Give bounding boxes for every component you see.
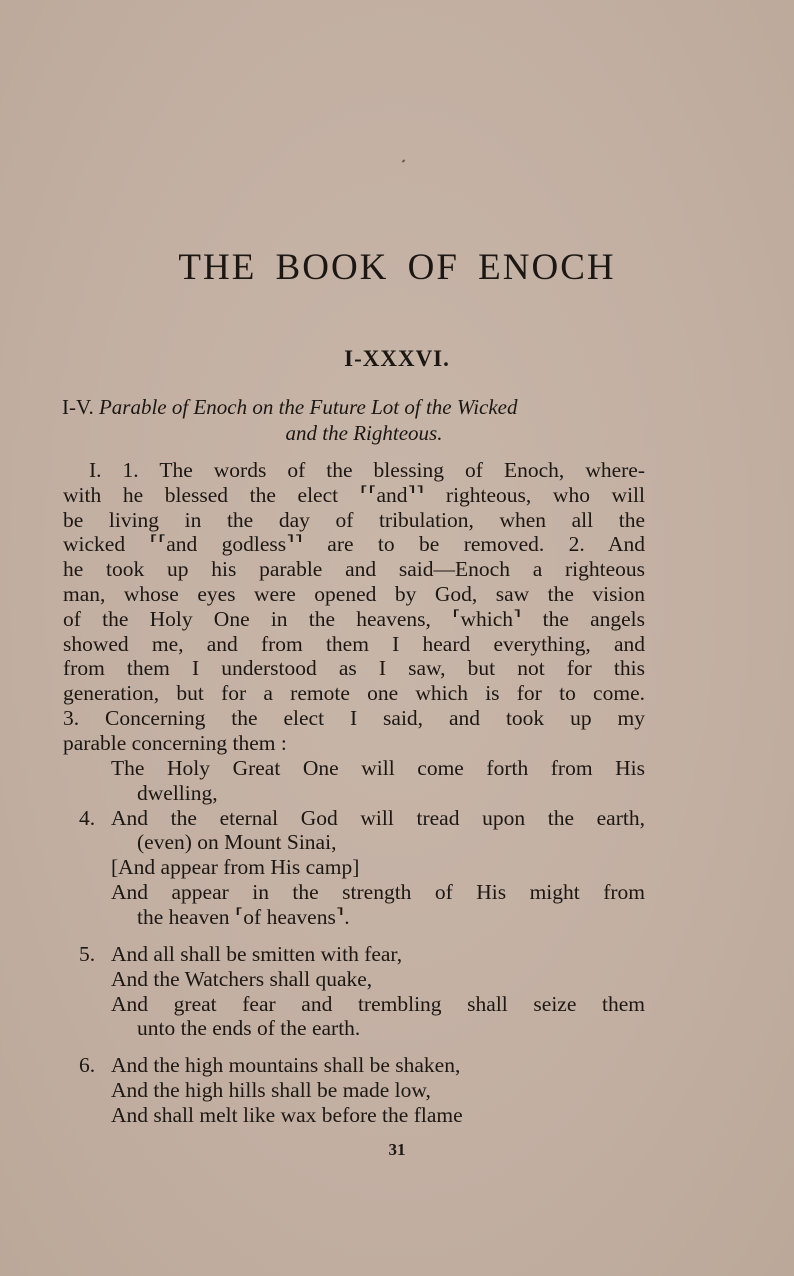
subheading-title-line-1: Parable of Enoch on the Future Lot of the Wicked: [98, 395, 518, 419]
verse-line: [63, 967, 645, 992]
subheading-line-1: [62, 394, 646, 420]
verse-line: [63, 855, 645, 880]
subheading-title-line-2: and the Righteous.: [285, 421, 443, 445]
verse-text: And all shall be smitten with fear,: [111, 942, 403, 966]
verse-text: dwelling,: [137, 780, 218, 805]
paragraph-line: from them I understood as I saw, but not for this: [63, 656, 645, 681]
paragraph-line: 3. Concerning the elect I said, and took up my: [63, 705, 645, 730]
verse-line: [63, 1053, 645, 1078]
section-heading: I-XXXVI.: [344, 346, 450, 371]
paper-speck: [402, 159, 406, 162]
paragraph-line: be living in the day of tribulation, when all the: [63, 507, 645, 532]
verse-line: [63, 830, 645, 855]
verse-number: 6.: [79, 1053, 96, 1077]
paragraph-line: showed me, and from them I heard everything, and: [63, 631, 645, 656]
verse-text: And the high mountains shall be shaken,: [111, 1053, 461, 1077]
verse-block-1: [63, 756, 645, 930]
verse-text: And shall melt like wax before the flame: [111, 1102, 463, 1127]
paragraph-line: he took up his parable and said—Enoch a righteous: [63, 557, 645, 582]
verse-line: [63, 1103, 645, 1128]
paragraph-line: I. 1. The words of the blessing of Enoch, where-: [89, 458, 645, 482]
verse-line: [63, 992, 645, 1017]
paragraph-line: of the Holy One in the heavens, ⸢which⸣ the angels: [63, 606, 645, 631]
verse-line: [63, 905, 645, 930]
verse-line: [63, 880, 645, 905]
verse-line: [63, 806, 645, 831]
verse-text: (even) on Mount Sinai,: [137, 830, 337, 855]
verse-text: The Holy Great One will come forth from His: [111, 756, 645, 780]
paragraph-line: wicked ⸢⸢and godless⸣⸣ are to be removed. 2. And: [63, 532, 645, 557]
verse-text: [And appear from His camp]: [111, 855, 360, 880]
subheading-range: I-V.: [62, 395, 94, 419]
chapter-subheading: [62, 394, 646, 446]
verse-number: 4.: [79, 805, 96, 830]
verse-block-2: [63, 942, 645, 1041]
main-paragraph: [63, 458, 645, 756]
verse-line: [63, 1016, 645, 1041]
verse-text: And the eternal God will tread upon the earth,: [111, 805, 645, 830]
verse-text: unto the ends of the earth.: [137, 1016, 361, 1041]
book-title: THE BOOK OF ENOCH: [178, 247, 616, 288]
verse-text: And appear in the strength of His might from: [111, 879, 645, 904]
paragraph-line: man, whose eyes were opened by God, saw the vision: [63, 581, 645, 606]
verse-block-3: [63, 1053, 645, 1127]
verse-line: [63, 781, 645, 806]
verse-text: And the high hills shall be made low,: [111, 1077, 431, 1102]
verse-number: 5.: [79, 942, 96, 966]
verse-text: And great fear and trembling shall seize them: [111, 991, 645, 1016]
paragraph-line: parable concerning them :: [63, 730, 287, 755]
verse-line: [63, 1078, 645, 1103]
verse-line: [63, 942, 645, 967]
page-number: 31: [388, 1140, 406, 1159]
verse-line: [63, 756, 645, 781]
paragraph-line: generation, but for a remote one which is for to come.: [63, 681, 645, 706]
paragraph-line: with he blessed the elect ⸢⸢and⸣⸣ righteous, who will: [63, 482, 645, 507]
verse-text: And the Watchers shall quake,: [111, 966, 373, 991]
verse-text: the heaven ⸢of heavens⸣.: [137, 904, 350, 929]
